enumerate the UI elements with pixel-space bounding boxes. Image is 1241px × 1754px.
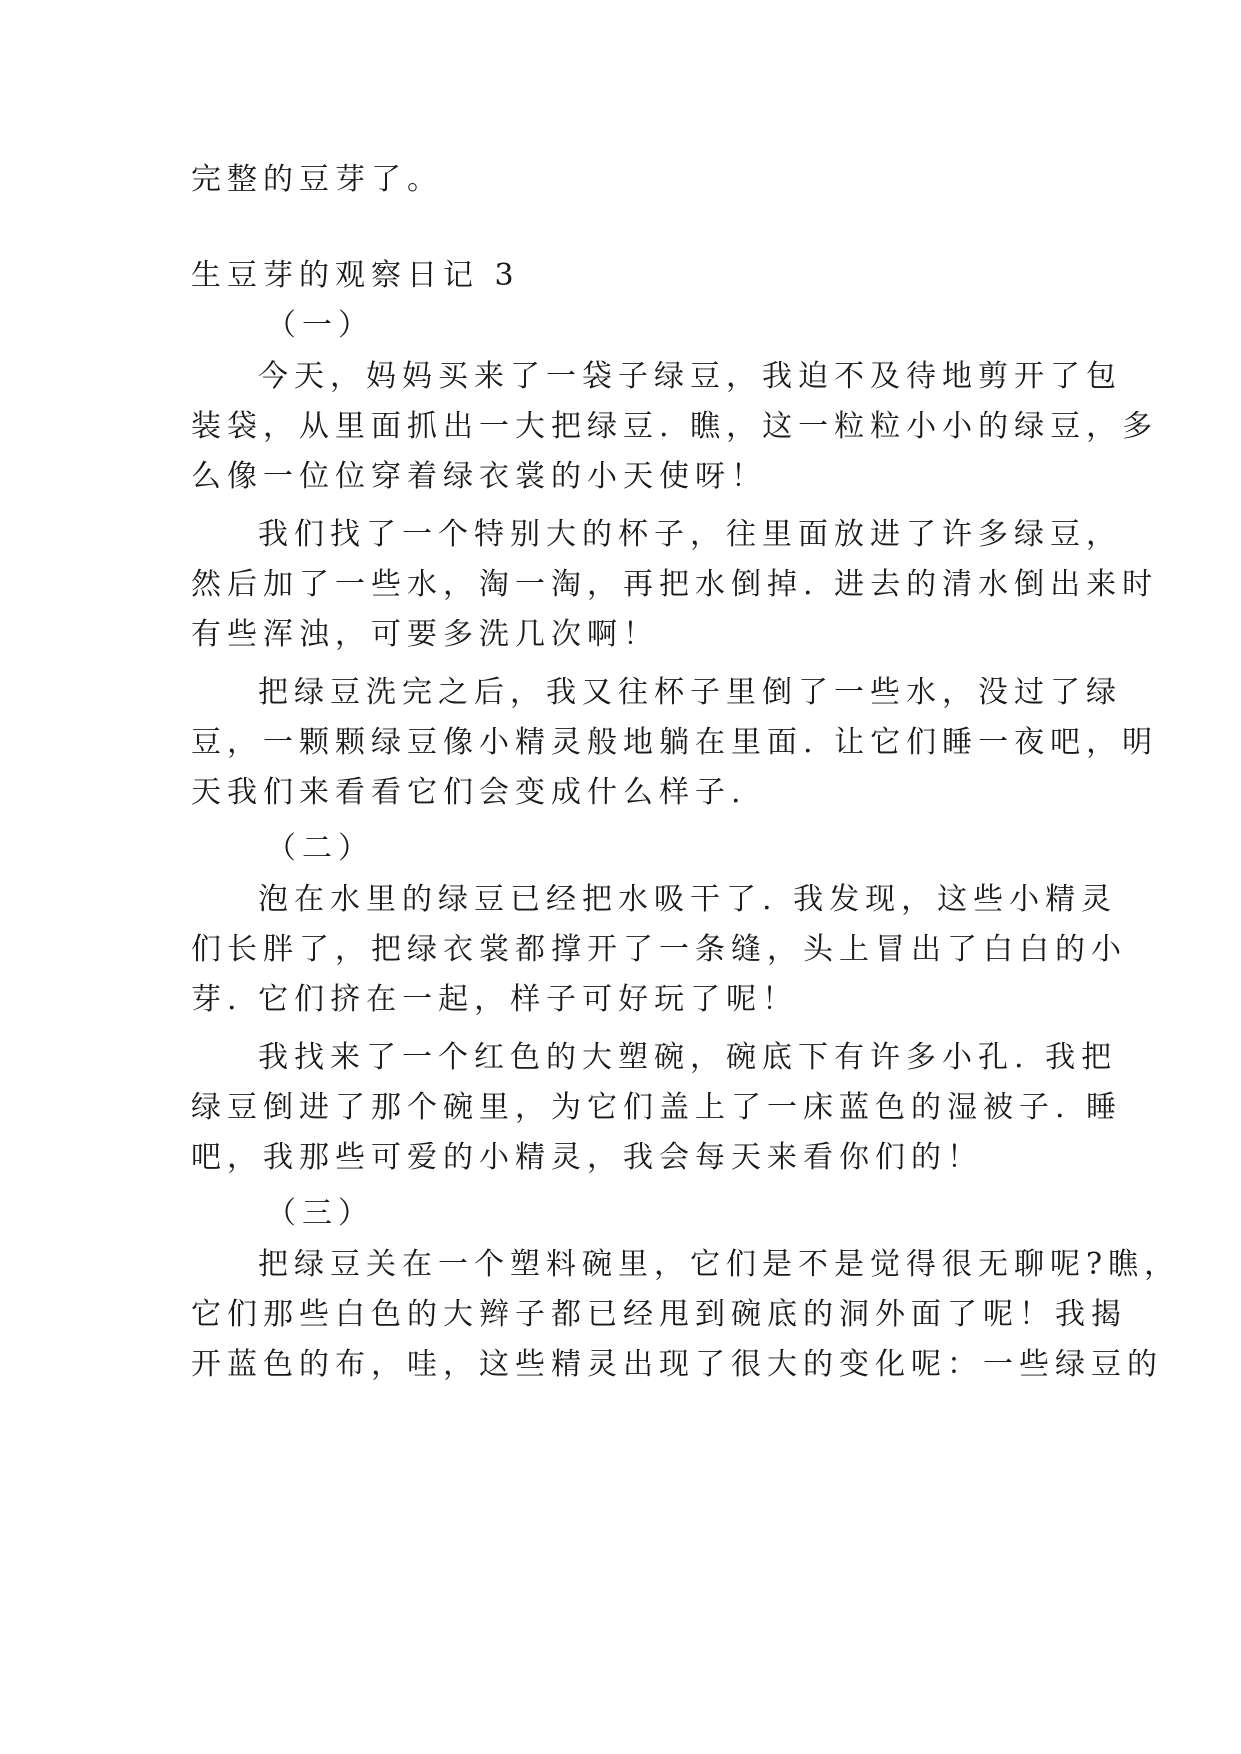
paragraph-line: 么像一位位穿着绿衣裳的小天使呀！: [191, 459, 767, 494]
paragraph-line: 们长胖了，把绿衣裳都撑开了一条缝，头上冒出了白白的小: [191, 932, 1127, 967]
paragraph-line: 有些浑浊，可要多洗几次啊！: [191, 617, 659, 652]
paragraph-line: 今天，妈妈买来了一袋子绿豆，我迫不及待地剪开了包: [258, 359, 1122, 394]
paragraph-line: 天我们来看看它们会变成什么样子.: [191, 775, 747, 810]
paragraph-line: 开蓝色的布，哇，这些精灵出现了很大的变化呢：一些绿豆的: [191, 1347, 1163, 1382]
paragraph-line: 吧，我那些可爱的小精灵，我会每天来看你们的！: [191, 1140, 983, 1175]
paragraph-line: 芽. 它们挤在一起，样子可好玩了呢！: [191, 982, 799, 1017]
paragraph-line: 泡在水里的绿豆已经把水吸干了. 我发现，这些小精灵: [258, 882, 1118, 917]
text-line: 完整的豆芽了。: [191, 162, 443, 197]
paragraph-line: 我们找了一个特别大的杯子，往里面放进了许多绿豆，: [258, 517, 1122, 552]
paragraph-line: 它们那些白色的大辫子都已经甩到碗底的洞外面了呢！我揭: [191, 1297, 1127, 1332]
paragraph-line: 然后加了一些水，淘一淘，再把水倒掉. 进去的清水倒出来时: [191, 567, 1159, 602]
paragraph-line: 把绿豆洗完之后，我又往杯子里倒了一些水，没过了绿: [258, 675, 1122, 710]
paragraph-line: 豆，一颗颗绿豆像小精灵般地躺在里面. 让它们睡一夜吧，明: [191, 725, 1159, 760]
section-heading: （三）: [266, 1196, 374, 1231]
paragraph-line: 装袋，从里面抓出一大把绿豆. 瞧，这一粒粒小小的绿豆，多: [191, 409, 1159, 444]
paragraph-line: 绿豆倒进了那个碗里，为它们盖上了一床蓝色的湿被子. 睡: [191, 1090, 1123, 1125]
section-heading: （一）: [266, 308, 374, 343]
paragraph-line: 把绿豆关在一个塑料碗里，它们是不是觉得很无聊呢?瞧，: [258, 1247, 1181, 1282]
section-heading: （二）: [266, 831, 374, 866]
paragraph-line: 我找来了一个红色的大塑碗，碗底下有许多小孔. 我把: [258, 1040, 1118, 1075]
diary-title: 生豆芽的观察日记 3: [191, 258, 520, 293]
